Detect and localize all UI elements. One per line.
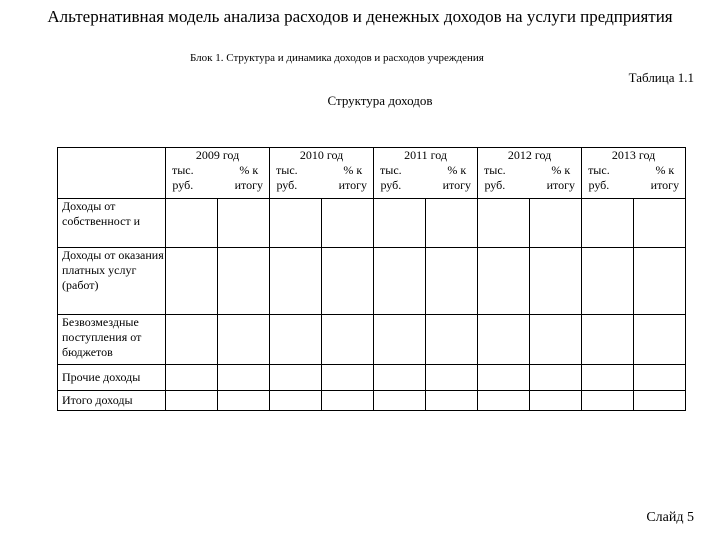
table-row [58,365,686,391]
table-cell [634,248,686,315]
year-header [270,148,374,199]
table-header-row [58,148,686,199]
table-cell [270,365,322,391]
unit-labels [582,163,685,193]
table-cell [270,248,322,315]
table-cell [478,199,530,248]
table-cell [634,315,686,365]
table-cell [218,248,270,315]
table-cell [530,248,582,315]
unit-labels [166,163,269,193]
row-label-total-income: Итого доходы [58,391,166,411]
year-header [374,148,478,199]
table-cell [530,199,582,248]
row-label-other-income: Прочие доходы [58,365,166,391]
row-label-paid-services: Доходы от оказания платных услуг (работ) [58,248,166,315]
unit-abs-label: тыс. руб. [588,163,610,192]
table-cell [634,365,686,391]
year-label: 2010 год [299,148,344,162]
table-cell [218,391,270,411]
table-cell [582,199,634,248]
table-cell [374,315,426,365]
unit-labels [478,163,581,193]
table-cell [270,199,322,248]
table-cell [426,199,478,248]
table-number: Таблица 1.1 [628,70,694,85]
table-cell [478,315,530,365]
year-label: 2011 год [404,148,447,162]
table-cell [478,248,530,315]
table-cell [322,391,374,411]
unit-abs-label: тыс. руб. [380,163,402,192]
unit-labels [270,163,373,193]
year-header [478,148,582,199]
header-corner-cell [58,148,166,199]
unit-pct-label: % к итогу [338,163,368,192]
unit-pct-label: % к итогу [442,163,472,192]
table-row [58,248,686,315]
unit-abs-label: тыс. руб. [276,163,298,192]
table-cell [322,315,374,365]
table-row [58,199,686,248]
table-cell [426,315,478,365]
table-cell [322,365,374,391]
unit-labels [374,163,477,193]
table-cell [270,391,322,411]
table-cell [634,391,686,411]
table-cell [582,315,634,365]
table-cell [530,391,582,411]
row-label-own-income: Доходы от собственност и [58,199,166,248]
income-structure-table [57,147,686,411]
unit-pct-label: % к итогу [650,163,680,192]
table-cell [218,315,270,365]
table-cell [582,365,634,391]
table-cell [322,199,374,248]
table-cell [530,365,582,391]
table-cell [270,315,322,365]
block-subtitle: Блок 1. Структура и динамика доходов и расходов учреждения [190,52,484,64]
year-label: 2009 год [195,148,240,162]
table-cell [218,199,270,248]
table-cell [374,248,426,315]
table-cell [166,199,218,248]
table-caption: Структура доходов [327,93,433,108]
table-cell [374,199,426,248]
unit-abs-label: тыс. руб. [484,163,506,192]
unit-pct-label: % к итогу [546,163,576,192]
table-row [58,315,686,365]
table-cell [322,248,374,315]
table-cell [374,391,426,411]
year-label: 2013 год [611,148,656,162]
year-header [582,148,686,199]
table-cell [166,248,218,315]
year-label: 2012 год [507,148,552,162]
table-cell [166,315,218,365]
table-cell [478,365,530,391]
table-cell [582,248,634,315]
table-cell [426,391,478,411]
unit-abs-label: тыс. руб. [172,163,194,192]
table-row [58,391,686,411]
table-cell [426,365,478,391]
year-header [166,148,270,199]
table-cell [530,315,582,365]
row-label-budget-transfers: Безвозмездные поступления от бюджетов [58,315,166,365]
slide-number: Слайд 5 [646,510,694,525]
table-cell [166,391,218,411]
table-cell [634,199,686,248]
table-cell [218,365,270,391]
table-cell [374,365,426,391]
unit-pct-label: % к итогу [234,163,264,192]
slide-title: Альтернативная модель анализа расходов и денежных доходов на услуги предприятия [47,7,673,26]
table-cell [478,391,530,411]
table-cell [166,365,218,391]
table-cell [582,391,634,411]
table-cell [426,248,478,315]
